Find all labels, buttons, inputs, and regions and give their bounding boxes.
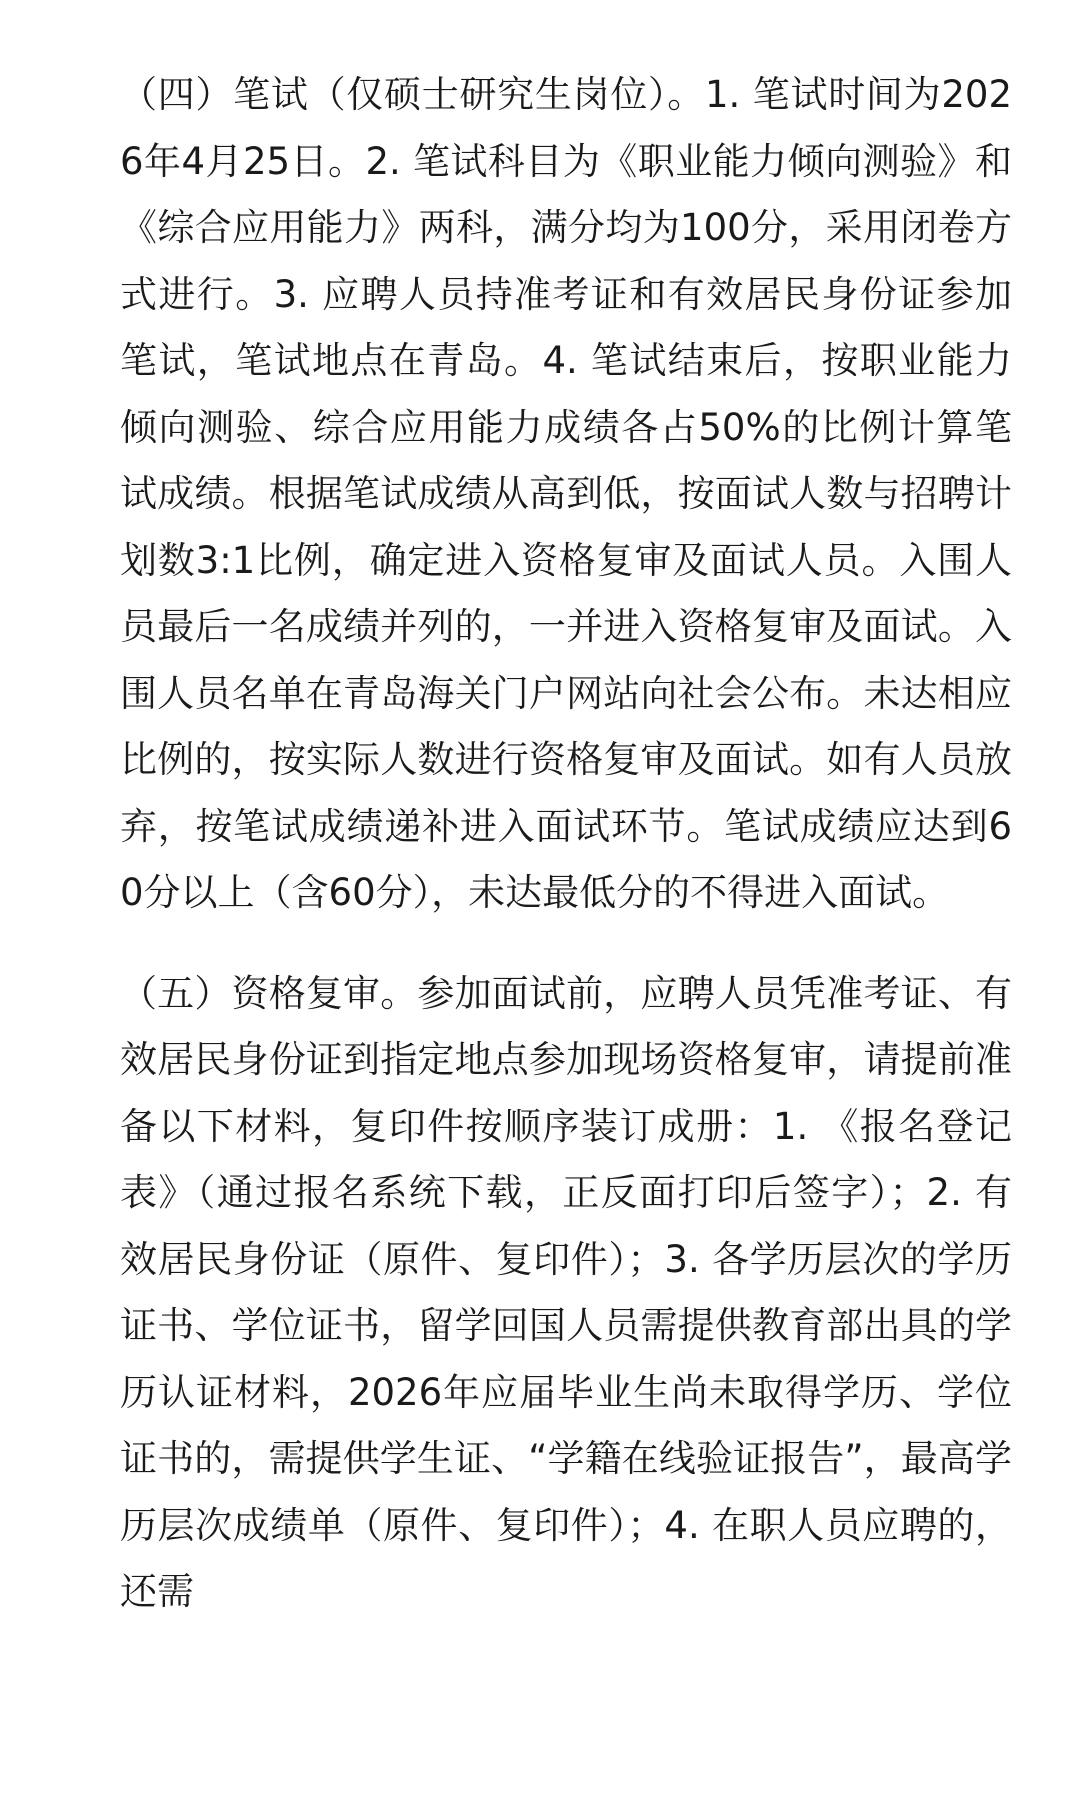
document-body (120, 62, 1012, 1626)
paragraph-written-exam: （四）笔试（仅硕士研究生岗位）。1. 笔试时间为2026年4月25日。2. 笔试科目为《职业能力倾向测验》和《综合应用能力》两科，满分均为100分，采用闭卷方式进行。3. 应聘人员持准考证和有效居民身份证参加笔试，笔试地点在青岛。4. 笔试结束后，按职业能力倾向测验、综合应用能力成绩各占50%的比例计算笔试成绩。根据笔试成绩从高到低，按面试人数与招聘计划数3:1比例，确定进入资格复审及面试人员。入围人员最后一名成绩并列的，一并进入资格复审及面试。入围人员名单在青岛海关门户网站向社会公布。未达相应比例的，按实际人数进行资格复审及面试。如有人员放弃，按笔试成绩递补进入面试环节。笔试成绩应达到60分以上（含60分），未达最低分的不得进入面试。 (120, 73, 1012, 914)
paragraph-qualification-review: （五）资格复审。参加面试前，应聘人员凭准考证、有效居民身份证到指定地点参加现场资格复审，请提前准备以下材料，复印件按顺序装订成册：1. 《报名登记表》（通过报名系统下载，正反面打印后签字）；2. 有效居民身份证（原件、复印件）；3. 各学历层次的学历证书、学位证书，留学回国人员需提供教育部出具的学历认证材料，2026年应届毕业生尚未取得学历、学位证书的，需提供学生证、“学籍在线验证报告”，最高学历层次成绩单（原件、复印件）；4. 在职人员应聘的，还需 (120, 971, 1012, 1613)
